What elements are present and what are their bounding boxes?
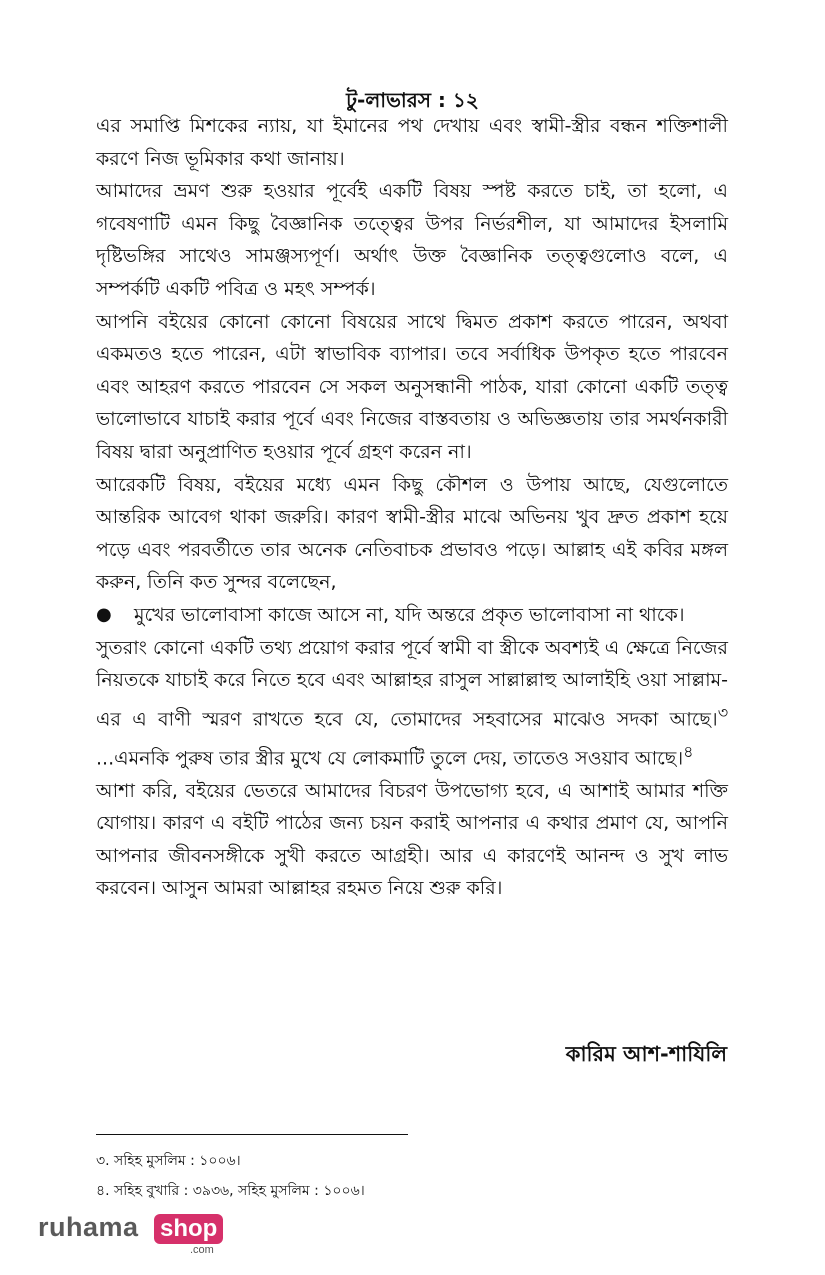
author-signature: কারিম আশ-শাযিলি (565, 1042, 727, 1066)
brand-shop-badge: shop (154, 1214, 223, 1244)
brand-name: ruhama (38, 1212, 139, 1242)
quote-text: মুখের ভালোবাসা কাজে আসে না, যদি অন্তরে প্রকৃত ভালোবাসা না থাকে। (134, 603, 685, 626)
footnotes (96, 1146, 728, 1206)
brand-domain: .com (190, 1244, 214, 1256)
paragraph-4: আরেকটি বিষয়, বইয়ের মধ্যে এমন কিছু কৌশল ও উপায় আছে, যেগুলোতে আন্তরিক আবেগ থাকা জরুরি। কারণ স্বামী-স্ত্রীর মাঝে অভিনয় খুব দ্রুত প্রকাশ হয়ে পড়ে এবং পরবর্তীতে তার অনেক নেতিবাচক প্রভাবও পড়ে। আল্লাহ এই কবির মঙ্গল করুন, তিনি কত সুন্দর বলেছেন, (96, 473, 728, 594)
footnote-3: ৩. সহিহ মুসলিম : ১০০৬। (96, 1153, 241, 1169)
paragraph-5-part-a: সুতরাং কোনো একটি তথ্য প্রয়োগ করার পূর্বে স্বামী বা স্ত্রীকে অবশ্যই এ ক্ষেত্রে নিজের নিয়তকে যাচাই করে নিতে হবে এবং আল্লাহর রাসুল সাল্লাল্লাহু আলাইহি ওয়া সাল্লাম-এর এ বাণী স্মরণ রাখতে হবে যে, তোমাদের সহবাসের মাঝেও সদকা আছে। (96, 636, 728, 731)
paragraph-3: আপনি বইয়ের কোনো কোনো বিষয়ের সাথে দ্বিমত প্রকাশ করতে পারেন, অথবা একমতও হতে পারেন, এটা স্বাভাবিক ব্যাপার। তবে সর্বাধিক উপকৃত হতে পারবেন এবং আহরণ করতে পারবেন সে সকল অনুসন্ধানী পাঠক, যারা কোনো একটি তত্ত্ব ভালোভাবে যাচাই করার পূর্বে এবং নিজের বাস্তবতায় ও অভিজ্ঞতায় তার সমর্থনকারী বিষয় দ্বারা অনুপ্রাণিত হওয়ার পূর্বে গ্রহণ করেন না। (96, 310, 728, 463)
footnote-4: ৪. সহিহ বুখারি : ৩৯৩৬, সহিহ মুসলিম : ১০০৬। (96, 1183, 365, 1199)
paragraph-1: এর সমাপ্তি মিশকের ন্যায়, যা ইমানের পথ দেখায় এবং স্বামী-স্ত্রীর বন্ধন শক্তিশালী করণে নিজ ভূমিকার কথা জানায়। (96, 115, 728, 170)
quote-bullet (96, 599, 728, 632)
paragraph-5-part-b: ...এমনকি পুরুষ তার স্ত্রীর মুখে যে লোকমাটি তুলে দেয়, তাতেও সওয়াব আছে। (96, 746, 684, 769)
footnote-ref-4[interactable]: ৪ (683, 741, 694, 761)
paragraph-5 (96, 632, 728, 775)
paragraph-6: আশা করি, বইয়ের ভেতরে আমাদের বিচরণ উপভোগ্য হবে, এ আশাই আমার শক্তি যোগায়। কারণ এ বইটি পাঠের জন্য চয়ন করাই আপনার এ কথার প্রমাণ যে, আপনি আপনার জীবনসঙ্গীকে সুখী করতে আগ্রহী। আর এ কারণেই আনন্দ ও সুখ লাভ করবেন। আসুন আমরা আল্লাহর রহমত নিয়ে শুরু করি। (96, 779, 728, 900)
footnote-ref-3[interactable]: ৩ (717, 702, 728, 722)
page-header: টু-লাভারস : ১২ (346, 88, 479, 112)
body-text (96, 110, 728, 905)
bullet-dot-icon: ● (96, 603, 112, 625)
paragraph-2: আমাদের ভ্রমণ শুরু হওয়ার পূর্বেই একটি বিষয় স্পষ্ট করতে চাই, তা হলো, এ গবেষণাটি এমন কিছু বৈজ্ঞানিক তত্ত্বের উপর নির্ভরশীল, যা আমাদের ইসলামি দৃষ্টিভঙ্গির সাথেও সামঞ্জস্যপূর্ণ। অর্থাৎ উক্ত বৈজ্ঞানিক তত্ত্বগুলোও বলে, এ সম্পর্কটি একটি পবিত্র ও মহৎ সম্পর্ক। (96, 180, 728, 300)
footnote-divider (96, 1134, 408, 1135)
